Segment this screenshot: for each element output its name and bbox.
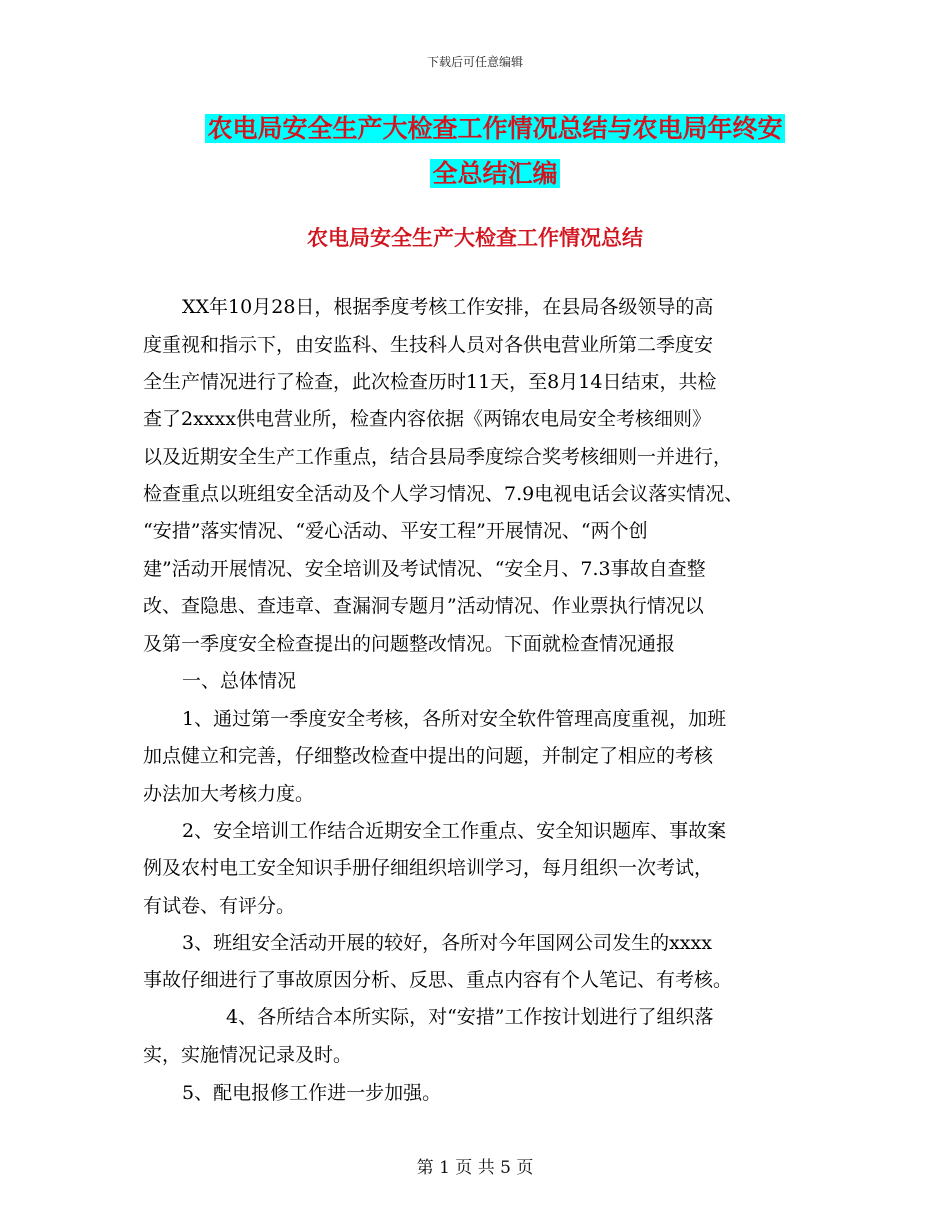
document-title-line-2	[0, 157, 950, 191]
document-title-line-2-text: 全总结汇编	[432, 159, 558, 188]
body-line: 建”活动开展情况、安全培训及考试情况、“安全月、7.3事故自查整	[143, 558, 706, 580]
body-line: 事故仔细进行了事故原因分析、反思、重点内容有个人笔记、有考核。	[143, 969, 733, 991]
body-line: 3、班组安全活动开展的较好，各所对今年国网公司发生的xxxx	[182, 932, 712, 954]
body-line: XX年10月28日，根据季度考核工作安排，在县局各级领导的高	[182, 296, 714, 318]
body-line: 例及农村电工安全知识手册仔细组织培训学习，每月组织一次考试，	[143, 857, 714, 879]
body-line: 5、配电报修工作进一步加强。	[182, 1082, 442, 1104]
body-line: 加点健立和完善，仔细整改检查中提出的问题，并制定了相应的考核	[143, 745, 714, 767]
document-title-line-1	[0, 112, 950, 146]
body-line: 办法加大考核力度。	[143, 783, 315, 805]
document-title-line-1-text: 农电局安全生产大检查工作情况总结与农电局年终安	[207, 114, 783, 143]
body-line: 2、安全培训工作结合近期安全工作重点、安全知识题库、事故案	[182, 820, 727, 842]
section-heading: 一、总体情况	[182, 670, 297, 692]
body-line: 及第一季度安全检查提出的问题整改情况。下面就检查情况通报	[143, 633, 676, 655]
body-line: 检查重点以班组安全活动及个人学习情况、7.9电视电话会议落实情况、	[143, 483, 744, 505]
section-title: 农电局安全生产大检查工作情况总结	[307, 226, 643, 250]
page-footer: 第 1 页 共 5 页	[416, 1158, 534, 1178]
body-line: 全生产情况进行了检查，此次检查历时11天，至8月14日结束，共检	[143, 371, 717, 393]
body-line: 4、各所结合本所实际，对“安措”工作按计划进行了组织落	[226, 1006, 714, 1028]
body-line: 查了2xxxx供电营业所，检查内容依据《两锦农电局安全考核细则》	[143, 408, 711, 430]
body-line: “安措”落实情况、“爱心活动、平安工程”开展情况、“两个创	[143, 520, 648, 542]
body-line: 度重视和指示下，由安监科、生技科人员对各供电营业所第二季度安	[143, 334, 714, 356]
body-line: 以及近期安全生产工作重点，结合县局季度综合奖考核细则一并进行，	[143, 446, 733, 468]
body-line: 实，实施情况记录及时。	[143, 1044, 353, 1066]
header-note: 下载后可任意编辑	[426, 55, 523, 69]
body-line: 改、查隐患、查违章、查漏洞专题月”活动情况、作业票执行情况以	[143, 595, 704, 617]
body-line: 1、通过第一季度安全考核，各所对安全软件管理高度重视，加班	[182, 708, 727, 730]
body-line: 有试卷、有评分。	[143, 895, 296, 917]
